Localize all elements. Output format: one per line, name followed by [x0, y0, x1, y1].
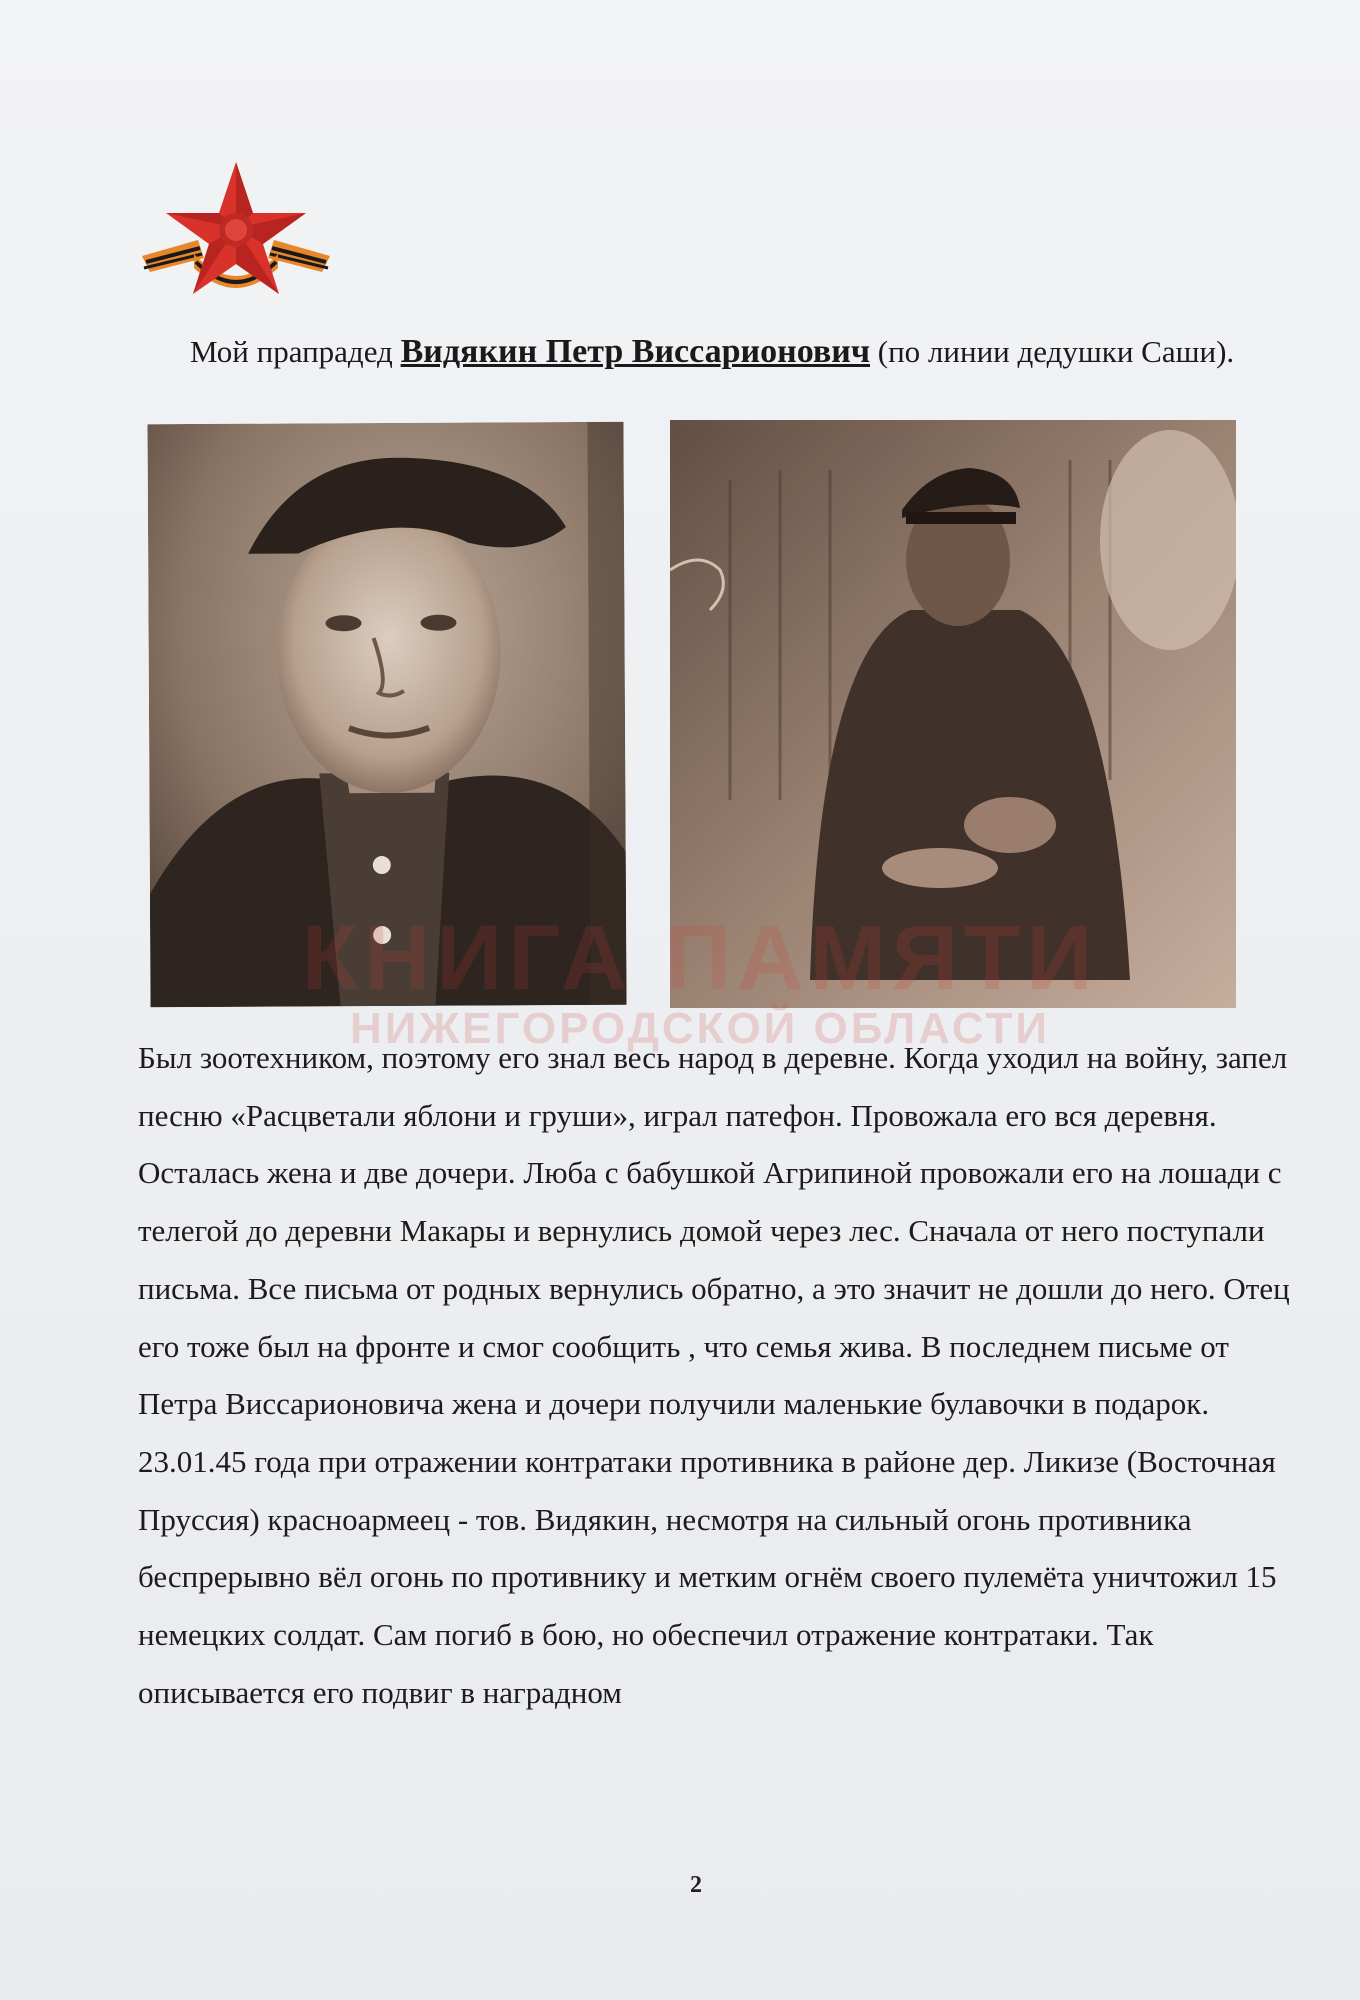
intro-tail: (по линии дедушки Саши).: [870, 334, 1235, 369]
intro-lead: Мой прапрадед: [190, 334, 401, 369]
page-number: 2: [690, 1872, 702, 1898]
watermark-line-2: НИЖЕГОРОДСКОЙ ОБЛАСТИ: [349, 1004, 1051, 1053]
red-star-ribbon-icon: [138, 158, 334, 300]
seated-soldier-photo: [670, 420, 1236, 1008]
portrait-photo: [147, 422, 626, 1007]
biography-paragraph: Был зоотехником, поэтому его знал весь народ в деревне. Когда уходил на войну, запел песню «Расцветали яблони и груши», играл патефон. Провожала его вся деревня. Осталась жена и две дочери. Люба с бабушкой Агрипиной провожали его на лошади с телегой до деревни Макары и вернулись домой через лес. Сначала от него поступали письма. Все письма от родных вернулись обратно, а это значит не дошли до него. Отец его тоже был на фронте и смог сообщить , что семья жива. В последнем письме от Петра Виссарионовича жена и дочери получили маленькие булавочки в подарок. 23.01.45 года при отражении контратаки противника в районе дер. Ликизе (Восточная Пруссия) красноармеец - тов. Видякин, несмотря на сильный огонь противника беспрерывно вёл огонь по противнику и метким огнём своего пулемёта уничтожил 15 немецких солдат. Сам погиб в бою, но обеспечил отражение контратаки. Так описывается его подвиг в наградном: [138, 1040, 1290, 1710]
ancestor-name: Видякин Петр Виссарионович: [400, 333, 871, 370]
intro-paragraph: [140, 328, 1290, 376]
